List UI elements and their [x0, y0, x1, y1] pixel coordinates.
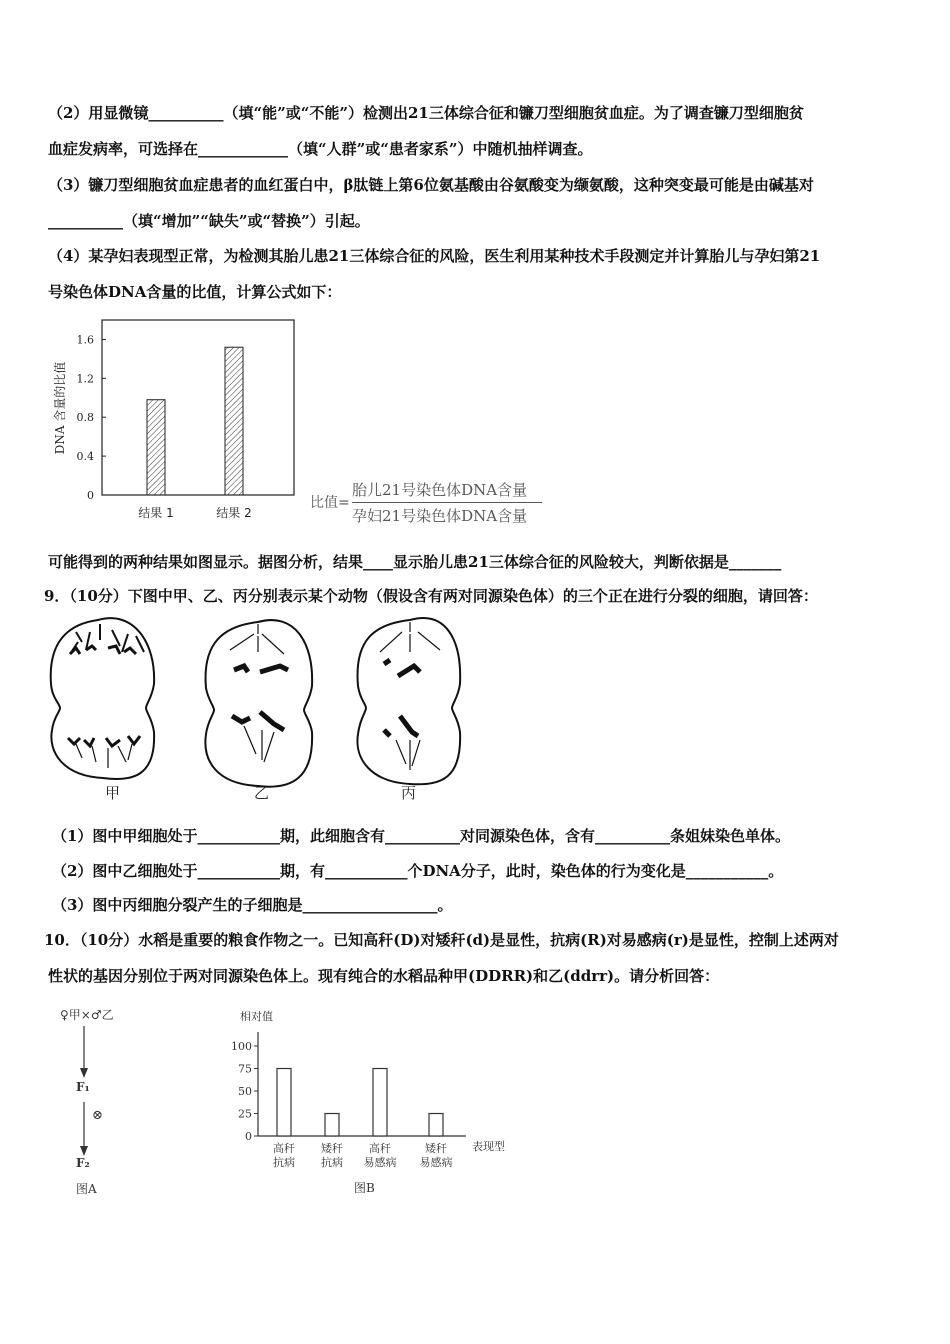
- cell-yi: [205, 620, 312, 787]
- f2-label: F₂: [76, 1156, 90, 1170]
- chart1-category-label: 结果 1: [138, 506, 174, 520]
- chart1-bar: [147, 400, 165, 495]
- figure-a-caption: 图A: [76, 1182, 97, 1196]
- chart2-bar: [325, 1114, 339, 1137]
- chart2-bar: [277, 1069, 291, 1137]
- q10-intro-line2: 性状的基因分别位于两对同源染色体上。现有纯合的水稻品种甲(DDRR)和乙(ddrr)。请分析回答：: [48, 967, 720, 985]
- chart2-ytick-label: 75: [238, 1062, 252, 1076]
- chart1-bar: [225, 347, 243, 495]
- formula-numerator: 胎儿21号染色体DNA含量: [352, 481, 528, 499]
- formula-prefix: 比值=: [310, 495, 350, 511]
- chart2-category-label: 矮秆: [321, 1142, 343, 1155]
- phenotype-bar-chart: [226, 1008, 526, 1198]
- chart2-category-label: 易感病: [363, 1156, 397, 1169]
- chart2-ytick-label: 100: [231, 1040, 252, 1053]
- chart1-ytick-label: 1.6: [76, 333, 94, 347]
- chart1-ytick-label: 0.8: [76, 411, 94, 425]
- chart2-ytick-label: 50: [238, 1085, 252, 1098]
- arrow-down-icon: [78, 1026, 90, 1078]
- chart2-category-label: 易感病: [419, 1156, 453, 1169]
- q8-part3-line2: __________（填“增加”“缺失”或“替换”）引起。: [48, 212, 370, 230]
- figure-b-caption: 图B: [354, 1181, 375, 1195]
- chart2-category-label: 高秆: [369, 1142, 391, 1155]
- q8-part2-line2: 血症发病率，可选择在____________（填“人群”或“患者家系”）中随机抽样调查。: [48, 140, 593, 158]
- f1-label: F₁: [76, 1080, 90, 1094]
- q8-part2-line1: （2）用显微镜__________（填“能”或“不能”）检测出21三体综合征和镰刀型细胞贫血症。为了调查镰刀型细胞贫: [48, 104, 804, 122]
- cell-label-bing: 丙: [401, 784, 417, 802]
- chart2-xlabel: 表现型: [472, 1140, 505, 1153]
- figure-a-cross: [52, 1006, 192, 1196]
- q10-intro-line1: 10．（10分）水稻是重要的粮食作物之一。已知高秆(D)对矮秆(d)是显性，抗病(R)对易感病(r)是显性，控制上述两对: [44, 931, 839, 949]
- cell-label-jia: 甲: [105, 784, 121, 802]
- chart1-ytick-label: 0: [87, 489, 94, 502]
- q9-part2: （2）图中乙细胞处于___________期，有___________个DNA分子，此时，染色体的行为变化是___________。: [52, 862, 784, 880]
- cell-division-figures: [48, 612, 478, 808]
- q8-part4-line1: （4）某孕妇表现型正常，为检测其胎儿患21三体综合征的风险，医生利用某种技术手段测定并计算胎儿与孕妇第21: [48, 247, 821, 265]
- ratio-formula: [310, 478, 550, 528]
- q9-part3: （3）图中丙细胞分裂产生的子细胞是__________________。: [52, 896, 453, 914]
- chart2-category-label: 抗病: [321, 1156, 343, 1169]
- cell-bing: [357, 618, 460, 784]
- chart2-ytick-label: 0: [245, 1130, 252, 1143]
- cross-parents: ♀甲×♂乙: [60, 1008, 114, 1022]
- formula-denominator: 孕妇21号染色体DNA含量: [352, 507, 528, 525]
- chart2-bar: [429, 1114, 443, 1137]
- dna-ratio-chart: [48, 312, 308, 527]
- selfing-symbol: ⊗: [92, 1108, 103, 1123]
- chart1-ylabel: DNA 含量的比值: [53, 361, 67, 455]
- chart2-bar: [373, 1069, 387, 1137]
- fraction-bar: [352, 502, 542, 503]
- q9-part1: （1）图中甲细胞处于___________期，此细胞含有__________对同源染色体，含有__________条姐妹染色单体。: [52, 827, 790, 845]
- chart2-title: 相对值: [240, 1010, 273, 1023]
- arrow-down-icon: [78, 1102, 90, 1156]
- chart1-ytick-label: 1.2: [76, 372, 94, 386]
- chart1-ytick-label: 0.4: [76, 450, 94, 464]
- q9-intro: 9．（10分）下图中甲、乙、丙分别表示某个动物（假设含有两对同源染色体）的三个正在进行分裂的细胞，请回答：: [44, 587, 818, 605]
- q8-part3-line1: （3）镰刀型细胞贫血症患者的血红蛋白中，β肽链上第6位氨基酸由谷氨酸变为缬氨酸，这种突变最可能是由碱基对: [48, 176, 814, 194]
- chart2-category-label: 矮秆: [425, 1142, 447, 1155]
- cell-jia: [51, 618, 154, 779]
- q8-conclusion: 可能得到的两种结果如图显示。据图分析，结果____显示胎儿患21三体综合征的风险较大，判断依据是_______: [48, 553, 782, 571]
- chart2-ytick-label: 25: [238, 1107, 252, 1121]
- cell-label-yi: 乙: [254, 784, 270, 802]
- chart1-category-label: 结果 2: [216, 506, 252, 520]
- q8-part4-line2: 号染色体DNA含量的比值，计算公式如下：: [48, 283, 342, 301]
- chart2-category-label: 高秆: [273, 1142, 295, 1155]
- chart2-category-label: 抗病: [273, 1156, 295, 1169]
- chart1-frame: [102, 320, 294, 495]
